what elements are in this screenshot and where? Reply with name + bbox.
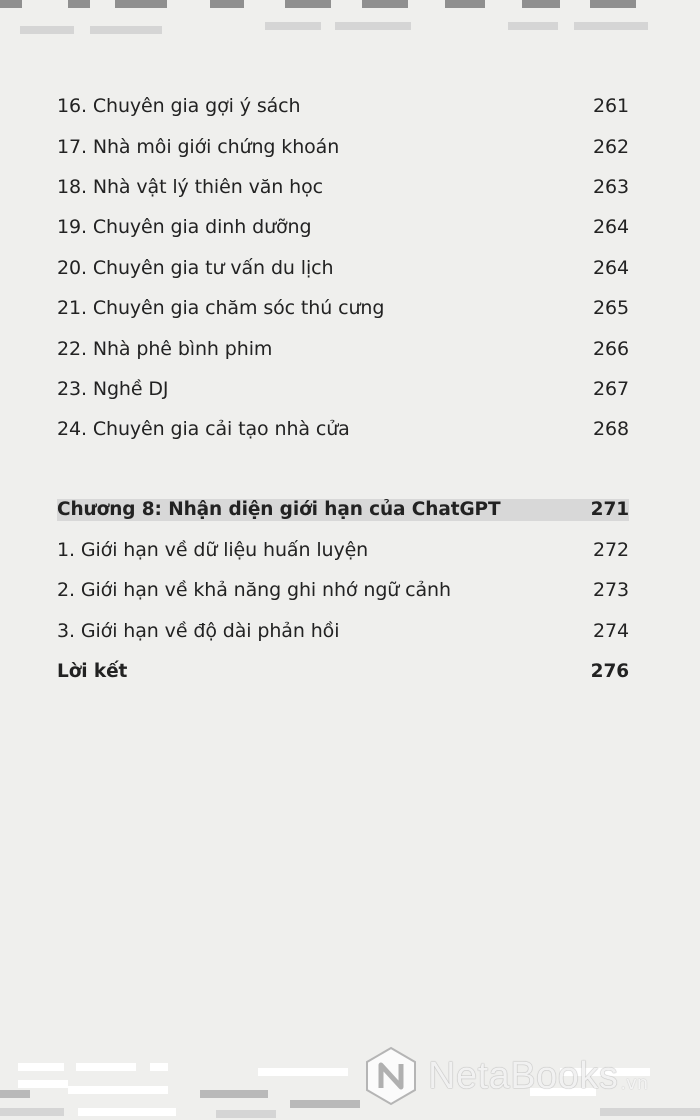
toc-entry-page: 261 — [593, 95, 629, 118]
toc-entry-title: 16. Chuyên gia gợi ý sách — [57, 95, 301, 118]
toc-entry-title: 24. Chuyên gia cải tạo nhà cửa — [57, 418, 350, 441]
toc-entry[interactable] — [57, 167, 629, 207]
toc-entry[interactable] — [57, 409, 629, 449]
toc-entry-title: 17. Nhà môi giới chứng khoán — [57, 135, 340, 158]
toc-entry-title: Lời kết — [57, 660, 128, 682]
toc-entry-page: 263 — [593, 175, 629, 198]
toc-entry-title: 20. Chuyên gia tư vấn du lịch — [57, 256, 334, 279]
deco-bar — [20, 26, 74, 34]
toc-entry[interactable] — [57, 369, 629, 409]
toc-entry-title: Chương 8: Nhận diện giới hạn của ChatGPT — [57, 499, 501, 521]
toc-entry-page: 266 — [593, 337, 629, 360]
watermark-brand: NetaBooks — [428, 1054, 619, 1097]
toc-entry-page: 264 — [593, 256, 629, 279]
deco-bar — [150, 1063, 168, 1071]
deco-bar — [76, 1063, 136, 1071]
deco-bar — [522, 0, 560, 8]
toc-entry-page: 274 — [593, 619, 629, 642]
deco-bar — [0, 0, 22, 8]
toc-entry[interactable] — [57, 288, 629, 328]
toc-chapter-heading[interactable] — [57, 499, 629, 521]
toc-entry-title: 23. Nghề DJ — [57, 377, 169, 400]
deco-bar — [78, 1108, 176, 1116]
toc-entry-title: 21. Chuyên gia chăm sóc thú cưng — [57, 297, 385, 320]
deco-bar — [445, 0, 485, 8]
watermark-suffix: .vn — [620, 1072, 649, 1094]
toc-section-list — [57, 86, 629, 450]
deco-bar — [18, 1063, 64, 1071]
table-of-contents — [57, 86, 629, 691]
deco-bar — [68, 0, 90, 8]
toc-entry-title: 18. Nhà vật lý thiên văn học — [57, 175, 323, 198]
deco-bar — [18, 1080, 68, 1088]
deco-bar — [590, 0, 636, 8]
toc-entry[interactable] — [57, 530, 629, 570]
deco-bar — [216, 1110, 276, 1118]
deco-bar — [0, 1108, 64, 1116]
toc-chapter-list — [57, 530, 629, 651]
toc-entry-page: 262 — [593, 135, 629, 158]
watermark — [364, 1046, 648, 1106]
deco-bar — [265, 22, 321, 30]
toc-entry-page: 273 — [593, 579, 629, 602]
toc-entry-page: 271 — [590, 499, 629, 521]
toc-entry-title: 22. Nhà phê bình phim — [57, 337, 273, 360]
toc-entry[interactable] — [57, 328, 629, 368]
toc-entry-title: 3. Giới hạn về độ dài phản hồi — [57, 619, 340, 642]
toc-entry[interactable] — [57, 570, 629, 610]
deco-bar — [200, 1090, 268, 1098]
toc-entry-page: 276 — [590, 660, 629, 682]
deco-bar — [574, 22, 648, 30]
toc-entry[interactable] — [57, 86, 629, 126]
toc-entry-page: 268 — [593, 418, 629, 441]
toc-entry-title: 2. Giới hạn về khả năng ghi nhớ ngữ cảnh — [57, 579, 451, 602]
toc-entry-closing[interactable] — [57, 651, 629, 691]
deco-bar — [68, 1086, 168, 1094]
toc-entry[interactable] — [57, 207, 629, 247]
deco-bar — [508, 22, 558, 30]
deco-bar — [90, 26, 162, 34]
deco-bar — [258, 1068, 348, 1076]
toc-entry-page: 265 — [593, 297, 629, 320]
toc-entry[interactable] — [57, 126, 629, 166]
deco-bar — [335, 22, 411, 30]
deco-bar — [210, 0, 244, 8]
toc-entry[interactable] — [57, 611, 629, 651]
deco-bar — [290, 1100, 360, 1108]
section-gap — [57, 450, 629, 490]
toc-entry-page: 267 — [593, 377, 629, 400]
toc-entry-title: 1. Giới hạn về dữ liệu huấn luyện — [57, 539, 369, 562]
deco-bar — [0, 1090, 30, 1098]
toc-entry-page: 272 — [593, 539, 629, 562]
toc-entry-title: 19. Chuyên gia dinh dưỡng — [57, 216, 312, 239]
toc-entry[interactable] — [57, 248, 629, 288]
deco-bar — [362, 0, 408, 8]
deco-bar — [600, 1108, 700, 1116]
netabooks-logo-icon — [364, 1046, 418, 1106]
deco-bar — [285, 0, 331, 8]
deco-bar — [115, 0, 167, 8]
toc-entry-page: 264 — [593, 216, 629, 239]
